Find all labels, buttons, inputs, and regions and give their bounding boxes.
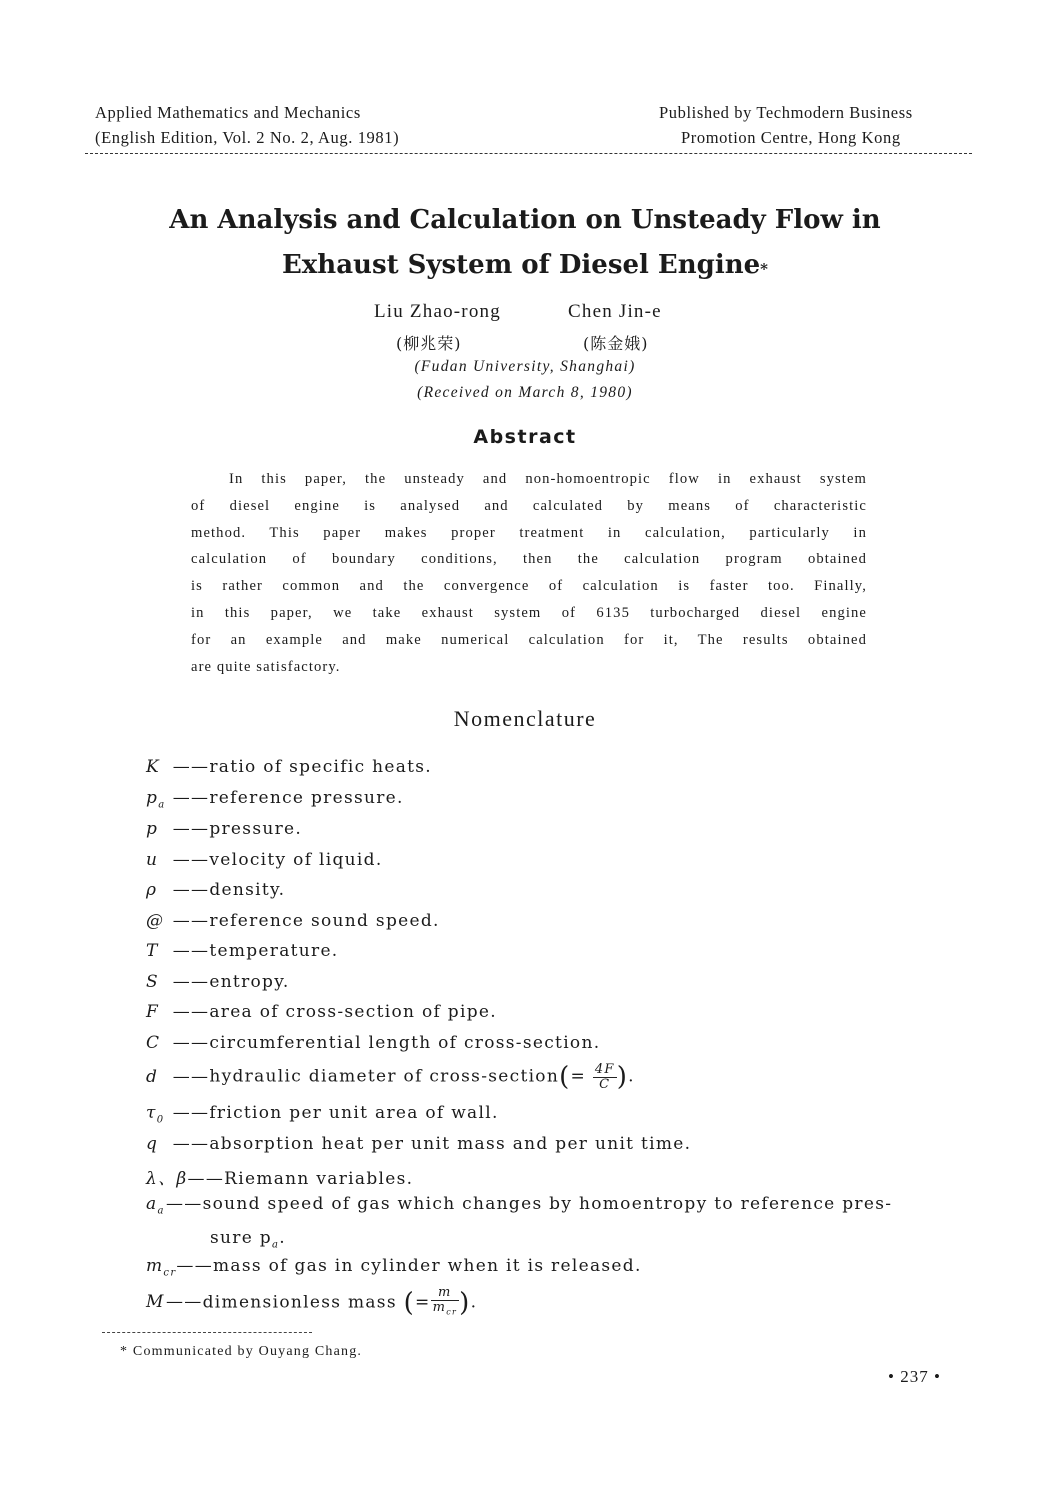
abstract-line: for an example and make numerical calculation for it, The results obtained <box>191 631 867 648</box>
publisher-location: Promotion Centre, Hong Kong <box>681 128 901 147</box>
abstract-line: are quite satisfactory. <box>191 658 341 675</box>
nomenclature-item: K ——ratio of specific heats. <box>146 757 433 777</box>
author-1-name: Liu Zhao-rong <box>374 301 501 322</box>
footnote-rule <box>102 1332 312 1333</box>
author-1-chinese-name: (柳兆荣) <box>396 334 462 353</box>
abstract-line: of diesel engine is analysed and calculated by means of characteristic <box>191 497 867 514</box>
nomenclature-item: u ——velocity of liquid. <box>146 850 383 870</box>
publisher-name: Published by Techmodern Business <box>659 103 913 122</box>
abstract-heading: Abstract <box>473 426 577 448</box>
nomenclature-item: ρ ——density. <box>146 880 286 900</box>
page-number: • 237 • <box>888 1367 941 1386</box>
abstract-body <box>191 466 867 680</box>
nomenclature-item: S ——entropy. <box>146 972 290 992</box>
nomenclature-item: q ——absorption heat per unit mass and per unit time. <box>146 1134 692 1154</box>
footnote: * Communicated by Ouyang Chang. <box>120 1344 363 1359</box>
paper-title <box>0 198 1050 288</box>
nomenclature-item: d ——hydraulic diameter of cross-section(= $\frac{4F}{C}$ ). <box>146 1061 635 1092</box>
abstract-line: method. This paper makes proper treatment in calculation, particularly in <box>191 524 867 541</box>
title-footnote-marker: * <box>760 260 769 278</box>
abstract-line: is rather common and the convergence of calculation is faster too. Finally, <box>191 578 867 595</box>
nomenclature-item: M——dimensionless mass (= $\frac{m}{m_{cr}}$ ). <box>146 1285 478 1318</box>
abstract-line: In this paper, the unsteady and non-homoentropic flow in exhaust system <box>229 471 867 487</box>
nomenclature-item: p ——pressure. <box>146 819 303 839</box>
dimensionless-mass-fraction: $\frac{m}{m_{cr}}$ <box>432 1285 458 1317</box>
nomenclature-item: $\tau_0$ ——friction per unit area of wall. <box>146 1103 499 1126</box>
nomenclature-item-continuation: sure $p_a$. <box>210 1228 286 1251</box>
abstract-line: in this paper, we take exhaust system of 6135 turbocharged diesel engine <box>191 604 867 621</box>
nomenclature-item: $a_a——sound$ speed of gas which changes by homoentropy to reference pres- <box>146 1194 893 1217</box>
journal-issue: (English Edition, Vol. 2 No. 2, Aug. 1981) <box>95 128 400 147</box>
header-rule <box>85 153 972 154</box>
received-date: (Received on March 8, 1980) <box>417 384 633 401</box>
nomenclature-heading: Nomenclature <box>453 706 597 731</box>
nomenclature-item: C ——circumferential length of cross-section. <box>146 1033 601 1053</box>
nomenclature-item: F ——area of cross-section of pipe. <box>146 1002 497 1022</box>
nomenclature-item: $p_a$ ——reference pressure. <box>146 788 404 811</box>
nomenclature-item: λ、β——Riemann variables. <box>146 1169 414 1189</box>
author-2-name: Chen Jin-e <box>568 301 662 322</box>
title-line-2: Exhaust System of Diesel Engine* <box>281 250 769 280</box>
journal-name: Applied Mathematics and Mechanics <box>95 103 361 122</box>
nomenclature-item: @ ——reference sound speed. <box>146 911 440 931</box>
affiliation: (Fudan University, Shanghai) <box>414 358 636 375</box>
publisher-header <box>659 100 913 150</box>
journal-header <box>95 100 399 150</box>
abstract-line: calculation of boundary conditions, then the calculation program obtained <box>191 551 867 568</box>
nomenclature-item: $m_{cr}——mass$ of gas in cylinder when it is released. <box>146 1256 642 1279</box>
author-2-chinese-name: (陈金娥) <box>583 334 649 353</box>
hydraulic-diameter-fraction: $\frac{4F}{C}$ <box>594 1061 615 1092</box>
title-line-1: An Analysis and Calculation on Unsteady Flow in <box>169 205 881 235</box>
nomenclature-item: T ——temperature. <box>146 941 339 961</box>
